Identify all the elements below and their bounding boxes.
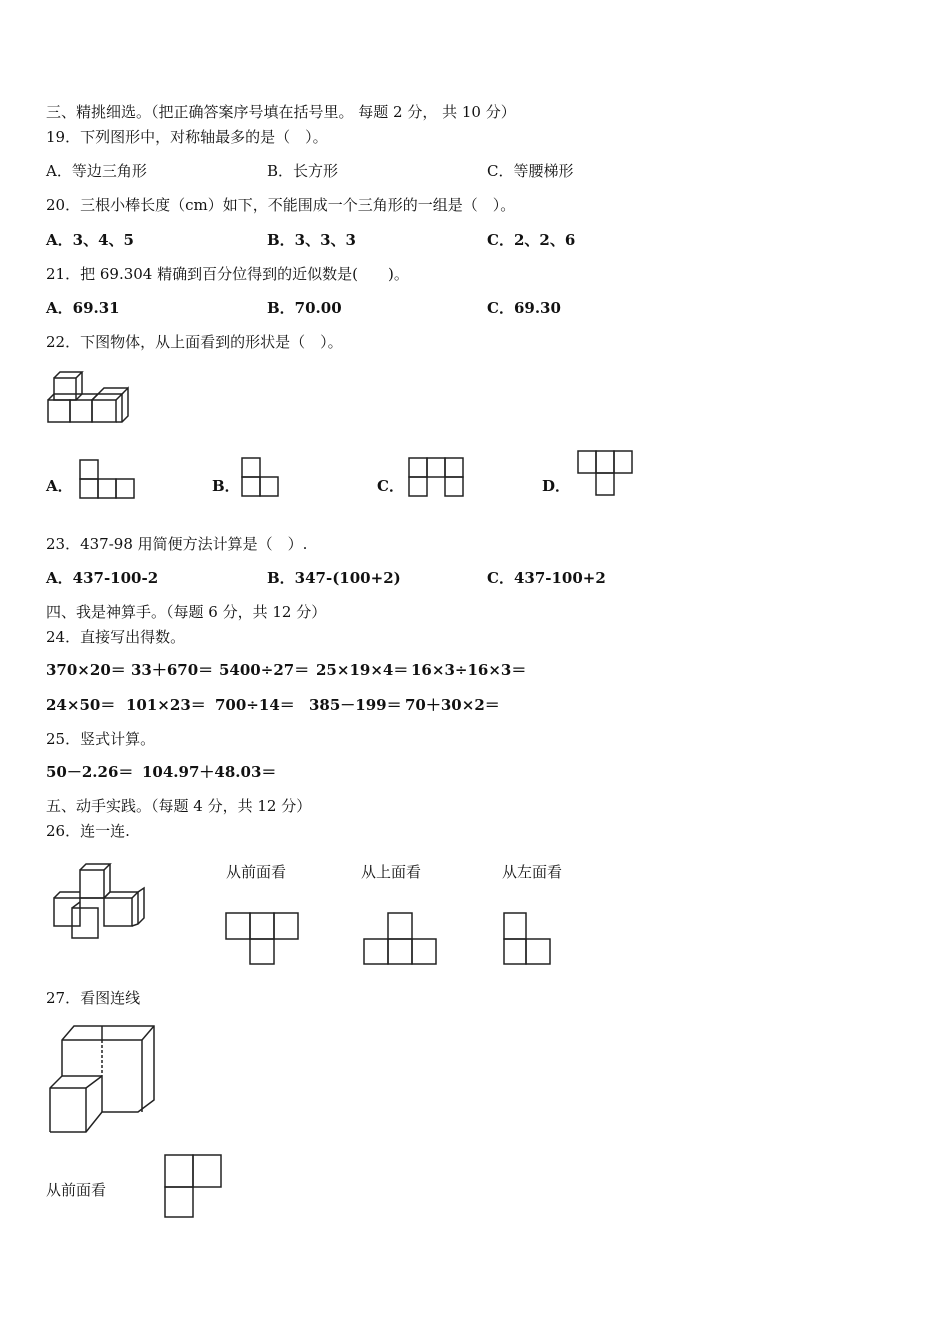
q24-item: 25×19×4＝ (316, 661, 409, 679)
q19-stem: 19．下列图形中，对称轴最多的是（ ）。 (46, 128, 328, 146)
q25-item: 50－2.26＝ (46, 763, 134, 781)
q26-view-shape-2 (363, 912, 441, 968)
q24-item: 24×50＝ (46, 696, 116, 714)
q22-option-a[interactable]: A． (46, 477, 73, 495)
q24-item: 16×3÷16×3＝ (411, 661, 527, 679)
q22-option-a-shape (79, 459, 137, 499)
q22-cube-figure (46, 370, 136, 432)
q27-stem: 27．看图连线 (46, 989, 141, 1007)
q25-stem: 25．竖式计算。 (46, 730, 156, 748)
q24-stem: 24．直接写出得数。 (46, 628, 186, 646)
q20-option-c[interactable]: C．2、2、6 (487, 231, 576, 249)
q22-option-d[interactable]: D． (542, 477, 571, 495)
q27-view-shape (163, 1153, 227, 1221)
q20-option-b[interactable]: B．3、3、3 (267, 231, 356, 249)
q24-item: 33＋670＝ (131, 661, 214, 679)
q22-stem: 22．下图物体，从上面看到的形状是（ ）。 (46, 333, 343, 351)
q26-view-shape-3 (503, 912, 557, 968)
q25-item: 104.97＋48.03＝ (142, 763, 277, 781)
q27-view-label: 从前面看 (46, 1181, 107, 1199)
q26-stem: 26．连一连. (46, 822, 130, 840)
q20-stem: 20．三根小棒长度（cm）如下，不能围成一个三角形的一组是（ ）。 (46, 196, 516, 214)
section5-header: 五、动手实践。（每题 4 分，共 12 分） (46, 797, 312, 815)
q26-view-label-top: 从上面看 (361, 863, 422, 881)
q24-item: 70＋30×2＝ (405, 696, 500, 714)
q20-option-a[interactable]: A．3、4、5 (46, 231, 134, 249)
q19-option-a[interactable]: A．等边三角形 (46, 162, 147, 180)
q26-view-label-left: 从左面看 (502, 863, 563, 881)
q24-item: 370×20＝ (46, 661, 126, 679)
section4-header: 四、我是神算手。（每题 6 分，共 12 分） (46, 603, 327, 621)
q26-view-shape-1 (225, 912, 303, 968)
q21-option-c[interactable]: C．69.30 (487, 299, 561, 317)
q23-option-b[interactable]: B．347-(100+2) (267, 569, 401, 587)
q19-option-b[interactable]: B．长方形 (267, 162, 339, 180)
q23-stem: 23．437-98 用简便方法计算是（ ）. (46, 535, 308, 553)
q22-option-b-shape (241, 457, 281, 497)
q24-item: 385－199＝ (309, 696, 402, 714)
q22-option-d-shape (577, 450, 637, 498)
q22-option-c-shape (408, 457, 468, 497)
q22-option-b[interactable]: B． (212, 477, 240, 495)
q21-option-a[interactable]: A．69.31 (46, 299, 120, 317)
q26-view-label-front: 从前面看 (226, 863, 287, 881)
q23-option-c[interactable]: C．437-100+2 (487, 569, 606, 587)
q21-stem: 21．把 69.304 精确到百分位得到的近似数是( )。 (46, 265, 409, 283)
q27-block-figure (46, 1020, 158, 1138)
section3-header: 三、精挑细选。（把正确答案序号填在括号里。 每题 2 分， 共 10 分） (46, 103, 516, 121)
q26-cube-figure (50, 860, 150, 942)
q21-option-b[interactable]: B．70.00 (267, 299, 342, 317)
q19-option-c[interactable]: C．等腰梯形 (487, 162, 574, 180)
q24-item: 5400÷27＝ (219, 661, 310, 679)
q23-option-a[interactable]: A．437-100-2 (46, 569, 159, 587)
q22-option-c[interactable]: C． (377, 477, 404, 495)
q24-item: 700÷14＝ (215, 696, 295, 714)
q24-item: 101×23＝ (126, 696, 206, 714)
